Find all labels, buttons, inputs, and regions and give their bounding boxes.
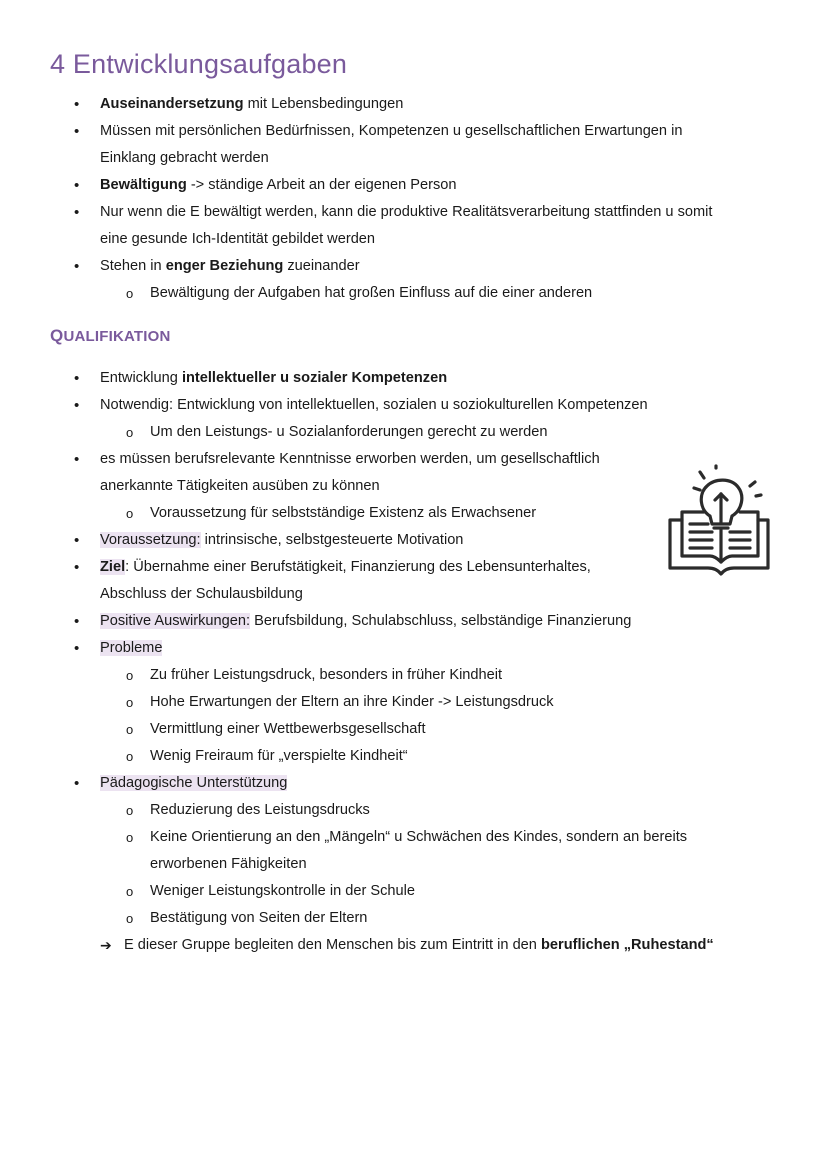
list-item: • Ziel: Übernahme einer Berufstätigkeit, Finanzierung des Lebensunterhaltes, Abschluss der Schulausbildung [0,554,828,608]
sub-bullet-icon: o [126,286,134,301]
intro-list [0,91,828,307]
bullet-icon: • [74,258,80,275]
sub-list-item: o Wenig Freiraum für „verspielte Kindheit“ [0,743,828,770]
sub-bullet-icon: o [126,911,134,926]
list-item: • Positive Auswirkungen: Berufsbildung, Schulabschluss, selbständige Finanzierung [0,608,828,635]
sub-list-item: o Weniger Leistungskontrolle in der Schule [0,878,828,905]
lightbulb-book-icon [662,464,770,580]
list-item: • Entwicklung intellektueller u sozialer Kompetenzen [0,365,828,392]
sub-bullet-icon: o [126,668,134,683]
bullet-icon: • [74,775,80,792]
sub-list-item: o Um den Leistungs- u Sozialanforderungen gerecht zu werden [0,419,828,446]
sub-list-item: o Bewältigung der Aufgaben hat großen Einfluss auf die einer anderen [0,280,828,307]
list-item: • Bewältigung -> ständige Arbeit an der eigenen Person [0,172,828,199]
sub-bullet-icon: o [126,749,134,764]
sub-bullet-icon: o [126,830,134,845]
sub-list-item: o Voraussetzung für selbstständige Existenz als Erwachsener [0,500,828,527]
highlighted-term: Ziel [100,559,126,575]
bullet-icon: • [74,177,80,194]
list-item [0,770,828,797]
list-item: • Stehen in enger Beziehung zueinander [0,253,828,280]
bullet-icon: • [74,613,80,630]
section-heading: QUALIFIKATION [50,326,171,345]
bullet-icon: • [74,123,80,140]
conclusion-item: ➔ E dieser Gruppe begleiten den Menschen bis zum Eintritt in den beruflichen „Ruhestand“ [0,932,828,959]
qualification-list [0,365,828,959]
bullet-icon: • [74,640,80,657]
sub-bullet-icon: o [126,722,134,737]
sub-bullet-icon: o [126,695,134,710]
sub-bullet-icon: o [126,884,134,899]
list-item: • Auseinandersetzung mit Lebensbedingungen [0,91,828,118]
arrow-icon: ➔ [100,937,112,953]
sub-list-item: o Keine Orientierung an den „Mängeln“ u Schwächen des Kindes, sondern an bereits erworbenen Fähigkeiten [0,824,828,878]
sub-bullet-icon: o [126,506,134,521]
sub-bullet-icon: o [126,803,134,818]
highlighted-term: Probleme [100,640,163,656]
page-title: 4 Entwicklungsaufgaben [50,49,348,79]
sub-bullet-icon: o [126,425,134,440]
sub-list-item: o Hohe Erwartungen der Eltern an ihre Kinder -> Leistungsdruck [0,689,828,716]
list-item [0,635,828,662]
bullet-icon: • [74,451,80,468]
bullet-icon: • [74,532,80,549]
list-item: • Voraussetzung: intrinsische, selbstgesteuerte Motivation [0,527,828,554]
sub-list-item: o Zu früher Leistungsdruck, besonders in früher Kindheit [0,662,828,689]
bullet-icon: • [74,204,80,221]
list-item: • es müssen berufsrelevante Kenntnisse erworben werden, um gesellschaftlich anerkannte Tätigkeiten ausüben zu können [0,446,828,500]
highlighted-term: Positive Auswirkungen: [100,613,251,629]
list-item: • Müssen mit persönlichen Bedürfnissen, Kompetenzen u gesellschaftlichen Erwartungen in Einklang gebracht werden [0,118,828,172]
highlighted-term: Voraussetzung: [100,532,201,548]
sub-list-item: o Vermittlung einer Wettbewerbsgesellschaft [0,716,828,743]
highlighted-term: Pädagogische Unterstützung [100,775,288,791]
bullet-icon: • [74,397,80,414]
list-item: • Nur wenn die E bewältigt werden, kann die produktive Realitätsverarbeitung stattfinden u somit eine gesunde Ich-Identität gebildet werden [0,199,828,253]
bullet-icon: • [74,559,80,576]
list-item: • Notwendig: Entwicklung von intellektuellen, sozialen u soziokulturellen Kompetenzen [0,392,828,419]
bullet-icon: • [74,96,80,113]
bullet-icon: • [74,370,80,387]
sub-list-item: o Reduzierung des Leistungsdrucks [0,797,828,824]
sub-list-item: o Bestätigung von Seiten der Eltern [0,905,828,932]
